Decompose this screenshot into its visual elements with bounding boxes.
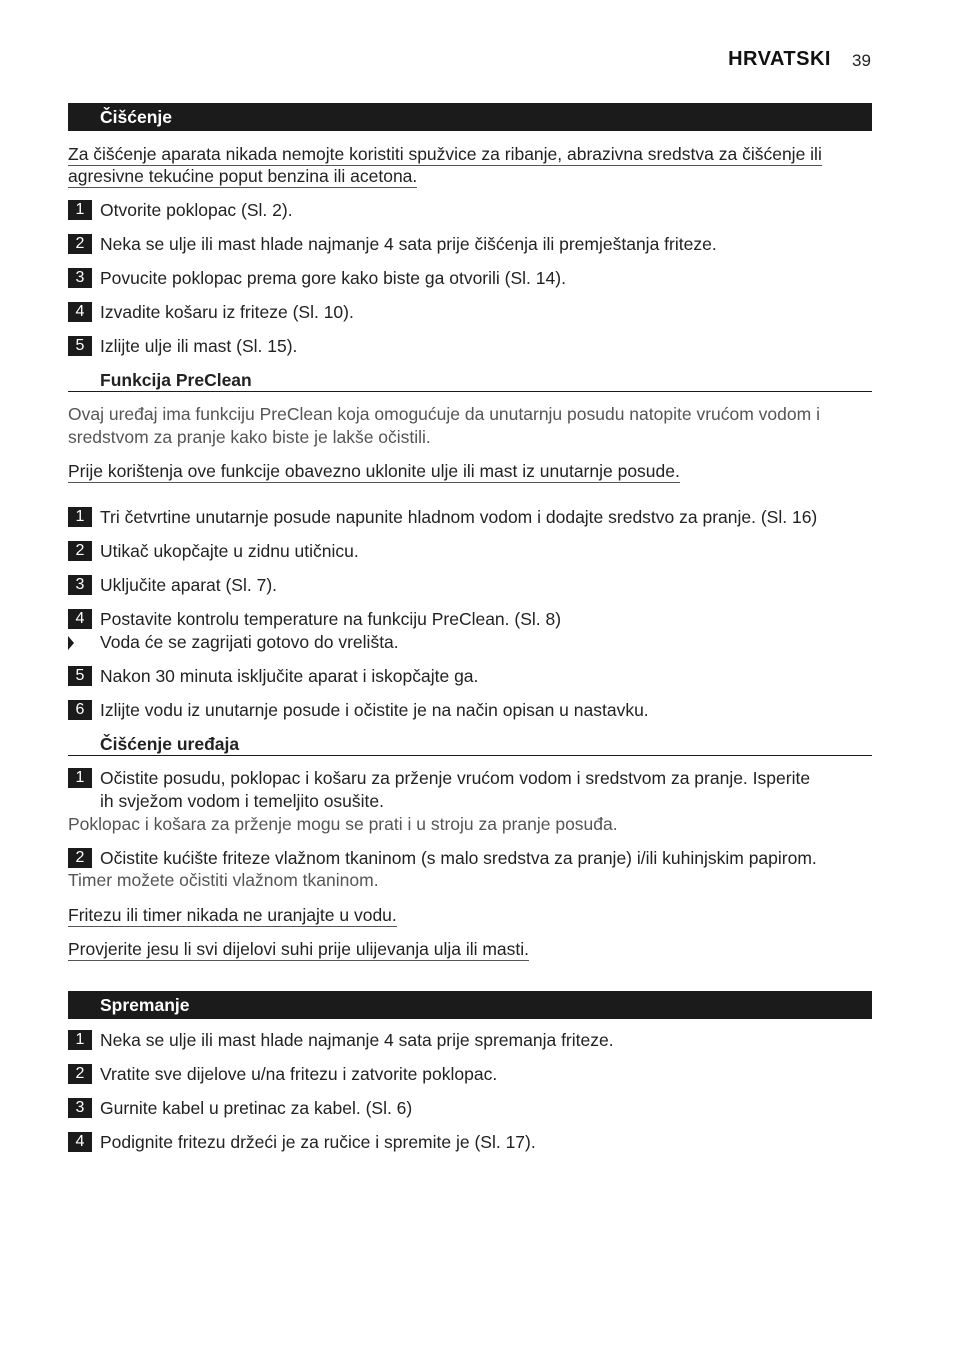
appliance-warning-1 [68, 904, 397, 926]
cleaning-warning-line2: agresivne tekućine poput benzina ili acetona. [68, 166, 418, 186]
step-text: Neka se ulje ili mast hlade najmanje 4 sata prije spremanja friteze. [100, 1030, 614, 1050]
step-text: Postavite kontrolu temperature na funkciju PreClean. (Sl. 8) [100, 609, 562, 629]
step-text: Tri četvrtine unutarnje posude napunite hladnom vodom i dodajte sredstvo za pranje. (Sl. 16) [100, 507, 818, 527]
step-number: 3 [68, 575, 92, 595]
step-number: 1 [68, 507, 92, 527]
step-text: Vratite sve dijelove u/na fritezu i zatvorite poklopac. [100, 1064, 498, 1084]
subsection-appliance-cleaning [68, 733, 872, 756]
storage-step [68, 1029, 614, 1051]
section-title-storage: Spremanje [100, 995, 190, 1015]
preclean-step [68, 540, 359, 562]
subsection-preclean [68, 369, 872, 392]
step-text: Nakon 30 minuta isključite aparat i iskopčajte ga. [100, 666, 479, 686]
cleaning-step [68, 199, 293, 221]
step-number: 2 [68, 541, 92, 561]
preclean-result-bullet [68, 631, 399, 653]
step-text: Uključite aparat (Sl. 7). [100, 575, 278, 595]
appliance-cleaning-step [68, 847, 817, 869]
step-text: Otvorite poklopac (Sl. 2). [100, 200, 293, 220]
storage-step [68, 1063, 497, 1085]
preclean-intro-line1: Ovaj uređaj ima funkciju PreClean koja omogućuje da unutarnju posudu natopite vrućom vodom i [68, 404, 820, 424]
appliance-warning-2 [68, 938, 529, 960]
step-text: Očistite kućište friteze vlažnom tkaninom (s malo sredstva za pranje) i/ili kuhinjskim papirom. [100, 848, 817, 868]
preclean-step [68, 699, 649, 721]
step-number: 4 [68, 1132, 92, 1152]
section-bar-cleaning [68, 103, 872, 131]
step-number: 4 [68, 609, 92, 629]
preclean-step [68, 506, 817, 528]
storage-step [68, 1097, 412, 1119]
step-number: 2 [68, 1064, 92, 1084]
section-bar-storage [68, 991, 872, 1019]
step-text: Gurnite kabel u pretinac za kabel. (Sl. 6) [100, 1098, 413, 1118]
page-language-header: HRVATSKI [728, 48, 831, 70]
preclean-step [68, 665, 478, 687]
step-text: Očistite posudu, poklopac i košaru za prženje vrućom vodom i sredstvom za pranje. Isperite [100, 768, 811, 788]
preclean-step [68, 608, 561, 630]
result-triangle-icon [68, 636, 74, 650]
step-text: Izvadite košaru iz friteze (Sl. 10). [100, 302, 354, 322]
step-number: 1 [68, 768, 92, 788]
preclean-warning [68, 460, 680, 482]
page-number: 39 [852, 51, 871, 70]
cleaning-warning-line1: Za čišćenje aparata nikada nemojte koristiti spužvice za ribanje, abrazivna sredstva za čišćenje ili [68, 144, 822, 164]
step-number: 3 [68, 268, 92, 288]
cleaning-warning [68, 143, 822, 187]
step-text: Povucite poklopac prema gore kako biste ga otvorili (Sl. 14). [100, 268, 566, 288]
step-number: 2 [68, 848, 92, 868]
appliance-cleaning-step [68, 767, 810, 789]
step-number: 6 [68, 700, 92, 720]
step-number: 1 [68, 1030, 92, 1050]
step-number: 3 [68, 1098, 92, 1118]
appliance-warning-2-text: Provjerite jesu li svi dijelovi suhi prije ulijevanja ulja ili masti. [68, 939, 530, 959]
step-text: Izlijte vodu iz unutarnje posude i očistite je na način opisan u nastavku. [100, 700, 649, 720]
storage-step [68, 1131, 536, 1153]
step-number: 5 [68, 666, 92, 686]
preclean-warning-text: Prije korištenja ove funkcije obavezno uklonite ulje ili mast iz unutarnje posude. [68, 461, 680, 481]
section-title-cleaning: Čišćenje [100, 107, 172, 127]
step-text-continuation: ih svježom vodom i temeljito osušite. [100, 791, 384, 811]
step-number: 1 [68, 200, 92, 220]
cleaning-step [68, 301, 354, 323]
appliance-cleaning-note: Poklopac i košara za prženje mogu se prati i u stroju za pranje posuđa. [68, 814, 618, 834]
appliance-cleaning-note: Timer možete očistiti vlažnom tkaninom. [68, 870, 379, 890]
bullet-text: Voda će se zagrijati gotovo do vrelišta. [100, 632, 399, 652]
cleaning-step [68, 267, 566, 289]
appliance-warning-1-text: Fritezu ili timer nikada ne uranjajte u vodu. [68, 905, 397, 925]
step-text: Utikač ukopčajte u zidnu utičnicu. [100, 541, 359, 561]
step-number: 4 [68, 302, 92, 322]
cleaning-step [68, 335, 297, 357]
cleaning-step [68, 233, 717, 255]
subsection-title-appliance-cleaning: Čišćenje uređaja [100, 734, 240, 754]
step-text: Izlijte ulje ili mast (Sl. 15). [100, 336, 298, 356]
step-number: 2 [68, 234, 92, 254]
subsection-title-preclean: Funkcija PreClean [100, 370, 252, 390]
step-number: 5 [68, 336, 92, 356]
preclean-intro-line2: sredstvom za pranje kako biste je lakše očistili. [68, 427, 431, 447]
step-text: Podignite fritezu držeći je za ručice i spremite je (Sl. 17). [100, 1132, 536, 1152]
preclean-step [68, 574, 277, 596]
step-text: Neka se ulje ili mast hlade najmanje 4 sata prije čišćenja ili premještanja friteze. [100, 234, 717, 254]
